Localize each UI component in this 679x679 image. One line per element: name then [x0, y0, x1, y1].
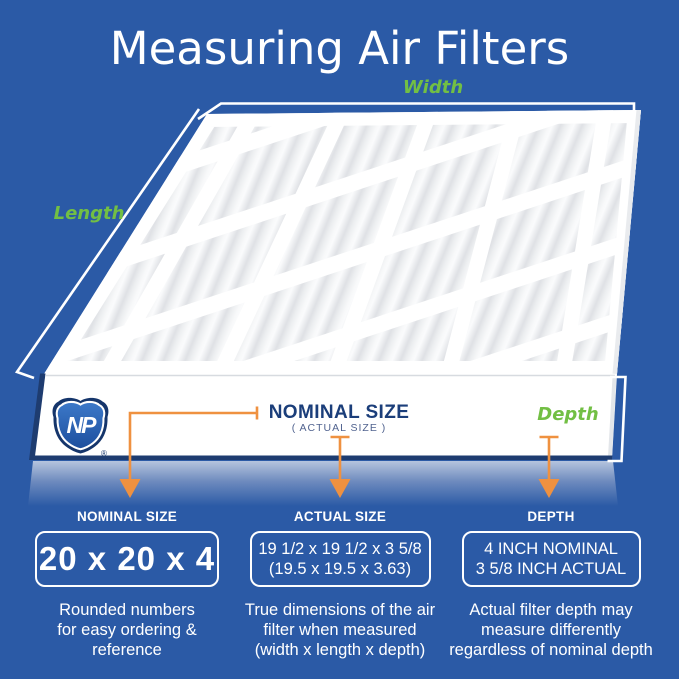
description-line: measure differently [480, 621, 622, 639]
column-description [22, 600, 232, 660]
depth-value-actual: 3 5/8 INCH ACTUAL [475, 560, 627, 578]
description-line: True dimensions of the air [244, 601, 436, 619]
description-line: regardless of nominal depth [449, 641, 653, 659]
description-line: for easy ordering & reference [57, 621, 197, 659]
column-header: ACTUAL SIZE [293, 509, 387, 524]
info-column-nominal-size [22, 509, 232, 660]
description-line: (width x length x depth) [254, 641, 426, 659]
info-column-depth [446, 509, 656, 660]
nominal-size-value: 20 x 20 x 4 [38, 540, 216, 577]
column-description [446, 600, 656, 660]
frame-nominal-size-text: NOMINAL SIZE [268, 402, 410, 423]
description-line: Actual filter depth may [469, 601, 633, 619]
page-title: Measuring Air Filters [109, 22, 570, 75]
info-column-actual-size [235, 509, 445, 660]
description-line: Rounded numbers [59, 601, 195, 619]
column-header: NOMINAL SIZE [76, 509, 178, 524]
frame-actual-size-text: ( ACTUAL SIZE ) [291, 422, 387, 434]
column-header: DEPTH [527, 509, 575, 524]
length-label: Length [53, 203, 125, 224]
depth-value-nominal: 4 INCH NOMINAL [484, 540, 618, 558]
depth-label: Depth [537, 404, 599, 425]
filter-reflection [28, 461, 618, 506]
actual-size-box [250, 531, 431, 587]
actual-size-value-fraction: 19 1/2 x 19 1/2 x 3 5/8 [258, 540, 422, 558]
depth-box [462, 531, 641, 587]
column-description [235, 600, 445, 660]
registered-mark: ® [101, 449, 107, 458]
width-label: Width [402, 77, 464, 98]
np-logo-text: NP [66, 412, 95, 438]
description-line: filter when measured [263, 621, 417, 639]
actual-size-value-decimal: (19.5 x 19.5 x 3.63) [268, 560, 412, 578]
nominal-size-box [35, 531, 219, 587]
frame-bottom-edge [34, 456, 613, 461]
